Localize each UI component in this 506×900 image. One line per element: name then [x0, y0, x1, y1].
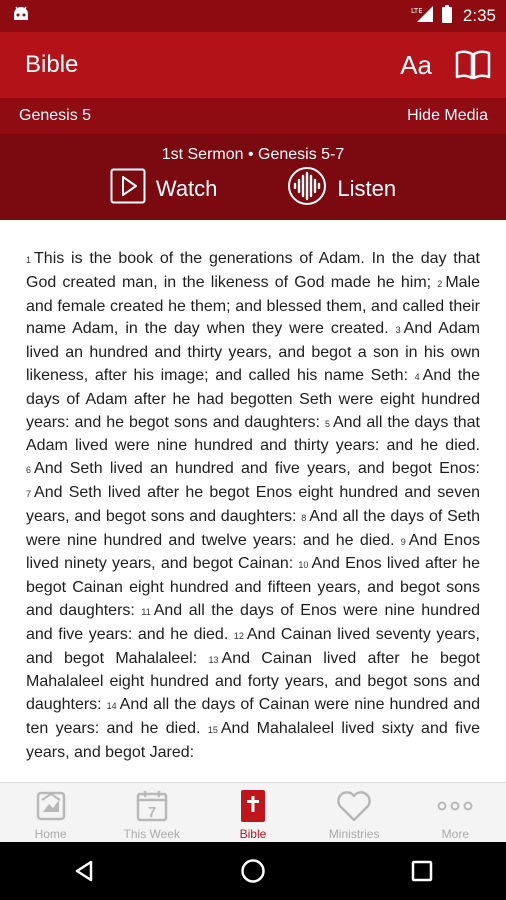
tab-this-week-label: This Week [123, 827, 181, 841]
heart-icon [334, 787, 374, 825]
more-icon [435, 787, 475, 825]
status-indicators [411, 4, 496, 29]
watch-button[interactable] [110, 168, 218, 210]
verse-number: 5 [324, 418, 330, 429]
chapter-bar [0, 98, 506, 134]
bible-icon [233, 787, 273, 825]
verse-number: 10 [298, 560, 309, 571]
font-size-button[interactable]: Aa [400, 49, 432, 80]
verse-text: And Mahalaleel lived sixty and five years, and begot Jared: [26, 719, 481, 761]
app-title: Bible [25, 51, 79, 78]
svg-text:LTE: LTE [410, 6, 423, 15]
media-panel [0, 134, 506, 220]
verse-number: 4 [414, 371, 420, 382]
verse-text: And Adam lived an hundred and thirty years, and begot a son in his own likeness, after his image; and called his name Seth: [26, 320, 481, 384]
scripture-text [0, 220, 506, 765]
verse-number: 2 [437, 278, 443, 289]
tab-more-label: More [441, 827, 470, 841]
calendar-icon [132, 787, 172, 825]
verse-number: 8 [301, 512, 307, 523]
verse-text: And all the days that Adam lived were nine hundred and thirty years: and he died. [26, 413, 480, 455]
recents-square-icon[interactable] [392, 846, 452, 896]
system-navigation-bar [0, 842, 506, 900]
verse-text: And the days of Adam after he had begotten Seth were eight hundred years: and he begot sons and daughters: [26, 366, 481, 431]
verse-number: 15 [207, 724, 218, 735]
listen-label: Listen [337, 176, 397, 201]
verse-number: 3 [395, 325, 401, 336]
tab-more[interactable] [405, 783, 506, 842]
verse-text: And Enos lived after he begot Cainan eight hundred and fifteen years, and begot sons and daughters: [26, 555, 480, 619]
verse [26, 460, 480, 477]
open-book-icon[interactable] [454, 48, 492, 82]
app-actions [400, 48, 492, 82]
verse-text: Male and female created he them; and blessed them, and called their name Adam, in the day when they were created. [26, 273, 480, 338]
tab-this-week[interactable] [101, 783, 202, 842]
watch-label: Watch [155, 176, 218, 201]
lte-signal-icon [411, 5, 435, 28]
verse-text: And Cainan lived after he begot Mahalaleel eight hundred and forty years, and begot sons and daughters: [26, 649, 480, 714]
listen-button[interactable] [287, 166, 396, 212]
tab-bible-label: Bible [239, 827, 267, 841]
verse-text: And all the days of Seth were nine hundred and twelve years: and he died. [26, 507, 481, 549]
media-actions [0, 170, 506, 208]
verse-text: And Seth lived an hundred and five years, and begot Enos: [34, 460, 480, 478]
battery-icon [441, 4, 453, 29]
verse-number: 12 [233, 630, 244, 641]
verse [26, 250, 480, 291]
sermon-title: 1st Sermon • Genesis 5-7 [161, 146, 345, 163]
verse-text: And all the days of Enos were nine hundred and five years: and he died. [26, 601, 480, 643]
verse-number: 9 [400, 536, 406, 547]
audio-wave-icon [287, 166, 327, 212]
home-circle-icon[interactable] [223, 846, 283, 896]
status-bar [0, 0, 506, 32]
tab-home[interactable] [0, 783, 101, 842]
hide-media-button[interactable]: Hide Media [407, 107, 488, 124]
verse-text: And all the days of Cainan were nine hundred and ten years: and he died. [26, 696, 480, 737]
android-notification-icon [12, 6, 30, 27]
svg-text:7: 7 [147, 804, 156, 821]
verse-number: 7 [26, 488, 32, 499]
tab-home-label: Home [34, 827, 67, 841]
chapter-title[interactable]: Genesis 5 [19, 107, 92, 124]
verse-number: 6 [26, 465, 32, 476]
bottom-tab-bar [0, 782, 506, 842]
verse-number: 14 [106, 701, 117, 712]
home-icon [31, 787, 71, 825]
back-icon[interactable] [54, 846, 114, 896]
verse-text: And Enos lived ninety years, and begot Cainan: [26, 531, 480, 573]
verse-text: And Cainan lived seventy years, and begot Mahalaleel: [26, 625, 480, 667]
scripture-reader[interactable] [0, 220, 506, 782]
verse-number: 13 [208, 654, 219, 665]
play-icon [110, 168, 146, 210]
verse-number: 1 [26, 255, 32, 265]
verse-text: This is the book of the generations of Adam. In the day that God created man, in the likeness of God made he him; [26, 250, 480, 291]
tab-bible[interactable] [202, 783, 303, 842]
app-bar [0, 32, 506, 98]
verse-text: And Seth lived after he begot Enos eight hundred and seven years, and begot sons and daughters: [26, 483, 480, 525]
tab-ministries-label: Ministries [328, 827, 380, 841]
verse-number: 11 [141, 606, 151, 617]
tab-ministries[interactable] [304, 783, 405, 842]
status-time: 2:35 [462, 6, 496, 25]
